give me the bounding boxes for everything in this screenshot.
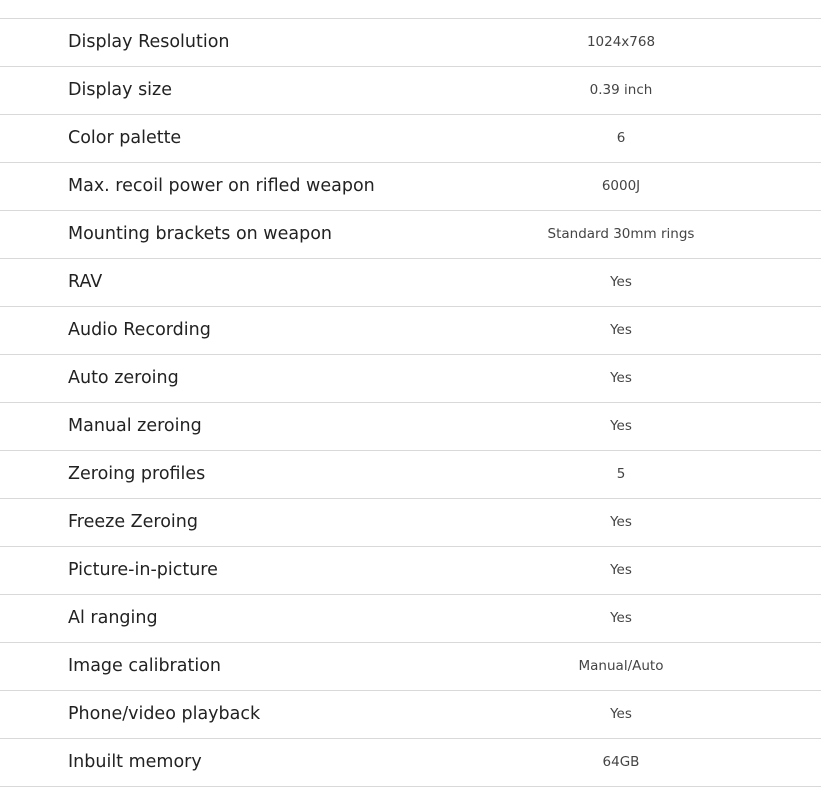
spec-value: 1024x768 bbox=[586, 34, 656, 50]
spec-value: 6000J bbox=[601, 178, 641, 194]
spec-row bbox=[0, 739, 821, 787]
spec-value: Yes bbox=[610, 418, 632, 434]
spec-row bbox=[0, 67, 821, 115]
spec-value: Yes bbox=[610, 610, 632, 626]
spec-row bbox=[0, 259, 821, 307]
spec-value: Yes bbox=[610, 274, 632, 290]
spec-row bbox=[0, 355, 821, 403]
spec-label: Al ranging bbox=[68, 608, 158, 628]
spec-row bbox=[0, 163, 821, 211]
spec-row bbox=[0, 307, 821, 355]
spec-value: Yes bbox=[610, 514, 632, 530]
spec-label: Picture-in-picture bbox=[68, 560, 218, 580]
spec-value: 0.39 inch bbox=[589, 82, 653, 98]
spec-row bbox=[0, 691, 821, 739]
spec-label: Zeroing profiles bbox=[68, 464, 206, 484]
spec-row bbox=[0, 211, 821, 259]
spec-label: Color palette bbox=[68, 128, 182, 148]
spec-value: 5 bbox=[616, 466, 626, 482]
spec-row bbox=[0, 403, 821, 451]
spec-label: Image calibration bbox=[68, 656, 221, 676]
spec-label: Auto zeroing bbox=[68, 368, 179, 388]
spec-row bbox=[0, 643, 821, 691]
spec-value: Yes bbox=[610, 706, 632, 722]
spec-value: Yes bbox=[610, 562, 632, 578]
spec-label: RAV bbox=[68, 272, 103, 292]
spec-row bbox=[0, 499, 821, 547]
spec-label: Display Resolution bbox=[68, 32, 230, 52]
spec-label: Mounting brackets on weapon bbox=[68, 224, 333, 244]
spec-value: Manual/Auto bbox=[578, 658, 664, 674]
spec-value: Standard 30mm rings bbox=[547, 226, 695, 242]
spec-row bbox=[0, 451, 821, 499]
spec-value: Yes bbox=[610, 322, 632, 338]
spec-value: 64GB bbox=[602, 754, 640, 770]
spec-value: Yes bbox=[610, 370, 632, 386]
spec-label: Manual zeroing bbox=[68, 416, 202, 436]
spec-label: Freeze Zeroing bbox=[68, 512, 198, 532]
spec-label: Audio Recording bbox=[68, 320, 211, 340]
spec-label: Phone/video playback bbox=[68, 704, 261, 724]
spec-value: 6 bbox=[616, 130, 626, 146]
spec-row bbox=[0, 19, 821, 67]
spec-label: Display size bbox=[68, 80, 173, 100]
spec-row bbox=[0, 595, 821, 643]
spec-row bbox=[0, 547, 821, 595]
spec-row bbox=[0, 115, 821, 163]
spec-label: Inbuilt memory bbox=[68, 752, 202, 772]
spec-label: Max. recoil power on rifled weapon bbox=[68, 176, 375, 196]
spec-table bbox=[0, 18, 821, 787]
